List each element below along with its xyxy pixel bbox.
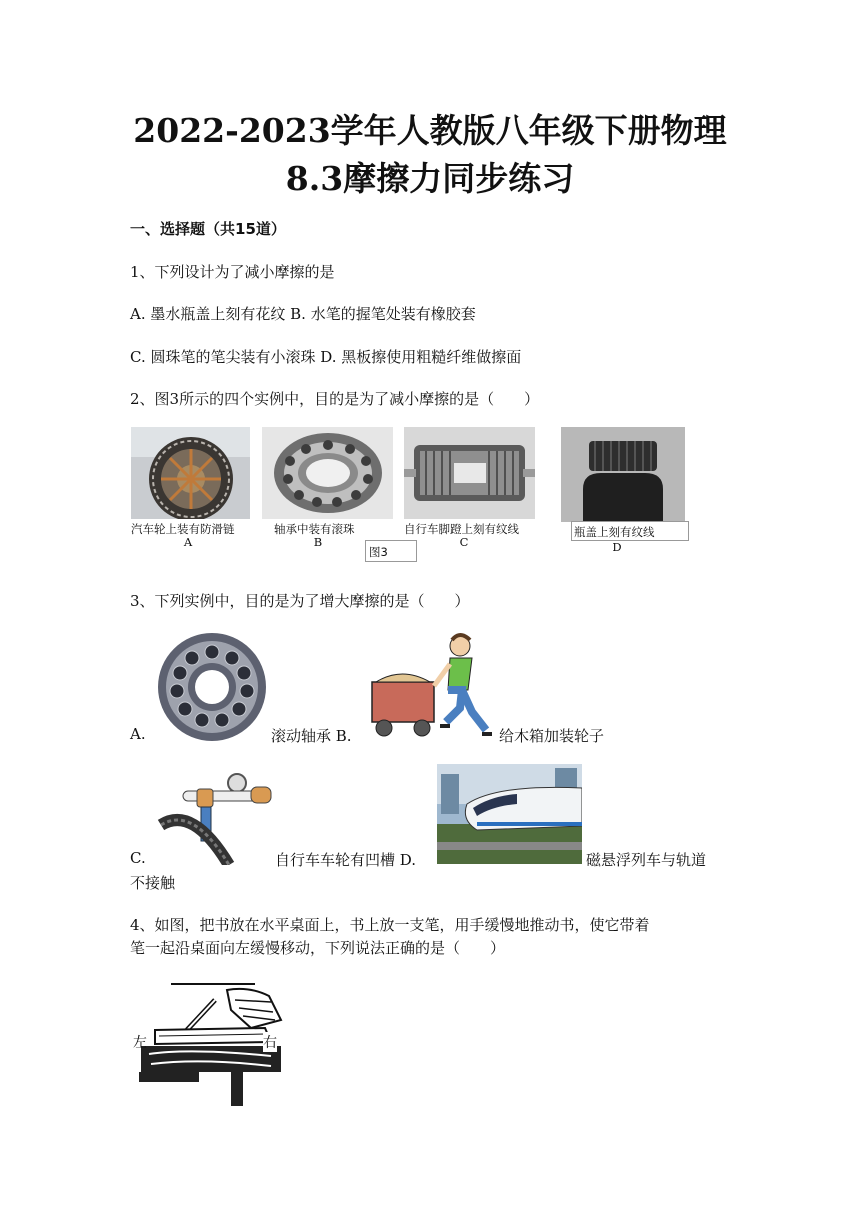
label-right: 右 (263, 1032, 277, 1052)
q2-stem: 2、图3所示的四个实例中，目的是为了减小摩擦的是（ ） (130, 390, 540, 408)
q3-stem: 3、下列实例中，目的是为了增大摩擦的是（ ） (130, 592, 470, 610)
q1-options-cd: C. 圆珠笔的笔尖装有小滚珠 D. 黑板擦使用粗糙纤维做擦面 (130, 348, 522, 366)
label-left: 左 (133, 1035, 147, 1051)
q1-options-ab: A. 墨水瓶盖上刻有花纹 B. 水笔的握笔处装有橡胶套 (130, 305, 476, 323)
letter-d: D (612, 540, 622, 554)
bearing-photo (262, 427, 393, 519)
q3-option-d-text-2: 不接触 (130, 874, 176, 892)
pedal-photo (404, 427, 535, 519)
q3-option-b-text: 给木箱加装轮子 (499, 727, 605, 745)
page-title-line2: 8.3摩擦力同步练习 (285, 159, 575, 198)
section-heading: 一、选择题（共15道） (130, 220, 286, 238)
caption-a: 汽车轮上装有防滑链 (131, 522, 235, 536)
q3-option-a-text: 滚动轴承 B. (271, 727, 352, 745)
cart-push-image (368, 632, 496, 744)
q4-stem-line2: 笔一起沿桌面向左缓慢移动，下列说法正确的是（ ） (130, 939, 506, 957)
maglev-train-image (437, 764, 582, 864)
bicycle-wheel-image (153, 765, 275, 865)
q3-option-c-prefix: C. (130, 849, 146, 867)
rolling-bearing-image (156, 631, 268, 743)
q3-option-a-prefix: A. (130, 725, 146, 743)
figure-label: 图3 (369, 545, 388, 559)
q3-option-c-text: 自行车车轮有凹槽 D. (275, 851, 417, 869)
figure-label-box (365, 540, 417, 562)
tire-chain-photo (131, 427, 250, 519)
caption-b: 轴承中装有滚珠 (274, 522, 355, 536)
bottle-cap-photo (561, 427, 685, 522)
caption-d-box (571, 521, 689, 541)
caption-c: 自行车脚蹬上刻有纹线 (404, 522, 519, 536)
letter-c: C (459, 535, 469, 549)
letter-b: B (313, 535, 323, 549)
q1-stem: 1、下列设计为了减小摩擦的是 (130, 263, 335, 281)
letter-a: A (183, 535, 193, 549)
q3-option-d-text: 磁悬浮列车与轨道 (586, 851, 707, 869)
caption-d: 瓶盖上刻有纹线 (574, 525, 655, 539)
page-title-line1: 2022-2023学年人教版八年级下册物理 (133, 111, 727, 150)
q4-stem-line1: 4、如图，把书放在水平桌面上，书上放一支笔，用手缓慢地推动书，使它带着 (130, 916, 650, 934)
book-pen-desk-figure (131, 980, 283, 1108)
